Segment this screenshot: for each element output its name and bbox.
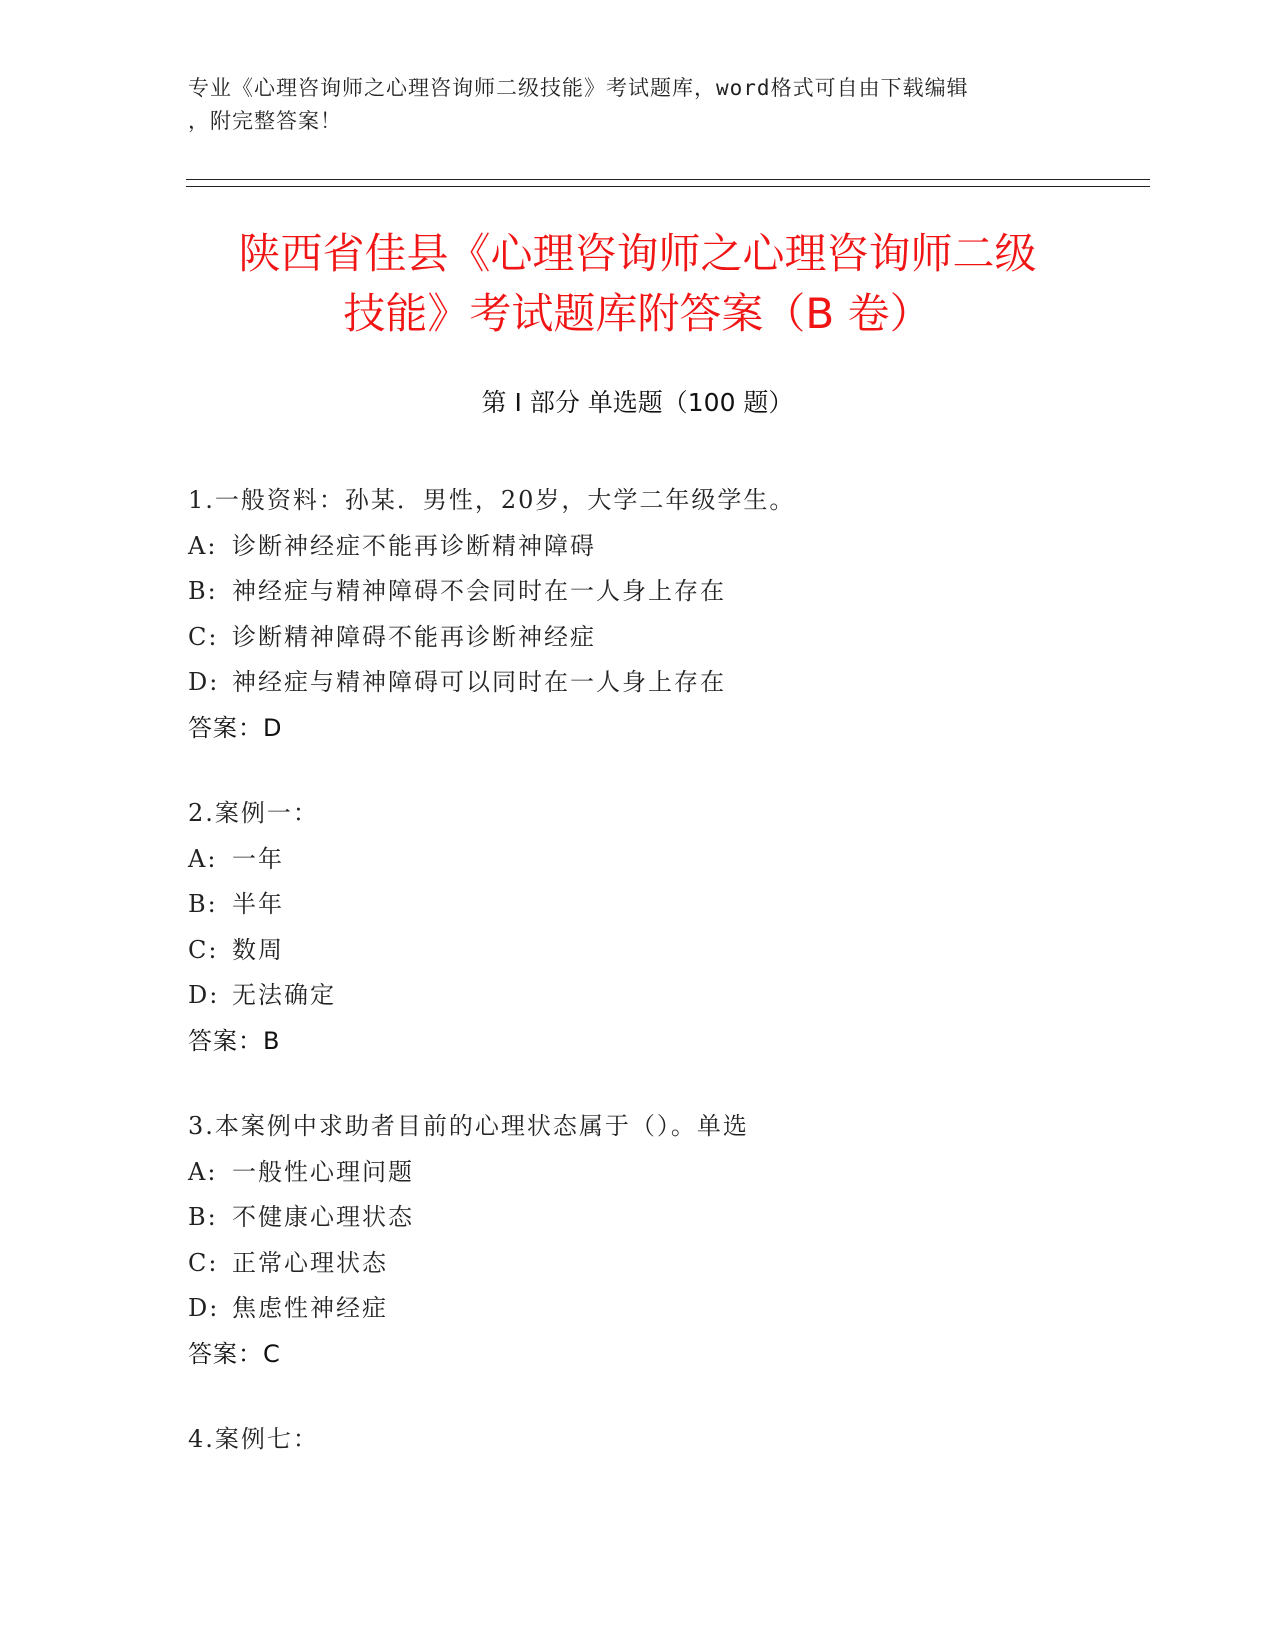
option-letter: C: — [188, 935, 219, 964]
document-title — [150, 224, 1125, 344]
header-note — [188, 72, 1088, 138]
option-text: 诊断精神障碍不能再诊断神经症 — [232, 622, 596, 651]
option-letter: D: — [188, 981, 220, 1009]
option-a — [188, 837, 1128, 883]
question-stem: 1.一般资料：孙某．男性，20岁，大学二年级学生。 — [188, 486, 796, 514]
option-d — [188, 973, 1128, 1019]
option-text: 一般性心理问题 — [232, 1157, 414, 1186]
option-letter: C: — [188, 622, 219, 651]
option-b — [188, 1195, 1128, 1241]
option-letter: A: — [188, 531, 218, 560]
option-letter: B: — [188, 1203, 218, 1231]
question-list — [188, 478, 1128, 1503]
question-4 — [188, 1417, 1128, 1463]
option-c — [188, 615, 1128, 661]
option-text: 一年 — [232, 844, 284, 873]
option-text: 焦虑性神经症 — [232, 1294, 388, 1322]
option-c — [188, 1241, 1128, 1287]
document-title-line2: 技能》考试题库附答案（B 卷） — [343, 289, 932, 338]
option-text: 数周 — [232, 935, 284, 964]
section-title: 第 I 部分 单选题（100 题） — [481, 388, 794, 417]
option-text: 神经症与精神障碍可以同时在一人身上存在 — [232, 668, 726, 696]
option-letter: D: — [188, 668, 220, 696]
option-text: 诊断神经症不能再诊断精神障碍 — [232, 531, 596, 560]
answer: 答案：D — [188, 713, 283, 742]
header-divider-bottom — [186, 186, 1150, 187]
option-b — [188, 882, 1128, 928]
option-c — [188, 928, 1128, 974]
header-divider-top — [186, 179, 1150, 180]
header-note-line1: 专业《心理咨询师之心理咨询师二级技能》考试题库，word格式可自由下载编辑 — [188, 76, 969, 100]
option-a — [188, 1150, 1128, 1196]
question-stem: 4.案例七： — [188, 1425, 319, 1453]
option-letter: B: — [188, 890, 218, 918]
option-text: 半年 — [232, 890, 284, 918]
option-text: 正常心理状态 — [232, 1248, 388, 1277]
option-text: 神经症与精神障碍不会同时在一人身上存在 — [232, 577, 726, 605]
answer: 答案：B — [188, 1026, 281, 1055]
answer: 答案：C — [188, 1339, 281, 1368]
option-letter: C: — [188, 1248, 219, 1277]
option-letter: A: — [188, 1157, 218, 1186]
option-letter: A: — [188, 844, 218, 873]
option-text: 无法确定 — [232, 981, 336, 1009]
document-title-line1: 陕西省佳县《心理咨询师之心理咨询师二级 — [238, 229, 1037, 278]
question-1 — [188, 478, 1128, 751]
question-2 — [188, 791, 1128, 1064]
option-d — [188, 660, 1128, 706]
option-a — [188, 524, 1128, 570]
option-d — [188, 1286, 1128, 1332]
question-3 — [188, 1104, 1128, 1377]
option-text: 不健康心理状态 — [232, 1203, 414, 1231]
question-stem: 2.案例一： — [188, 799, 319, 827]
option-b — [188, 569, 1128, 615]
header-note-line2: ，附完整答案！ — [188, 109, 342, 133]
option-letter: D: — [188, 1294, 220, 1322]
option-letter: B: — [188, 577, 218, 605]
question-stem: 3.本案例中求助者目前的心理状态属于（）。单选 — [188, 1112, 749, 1140]
